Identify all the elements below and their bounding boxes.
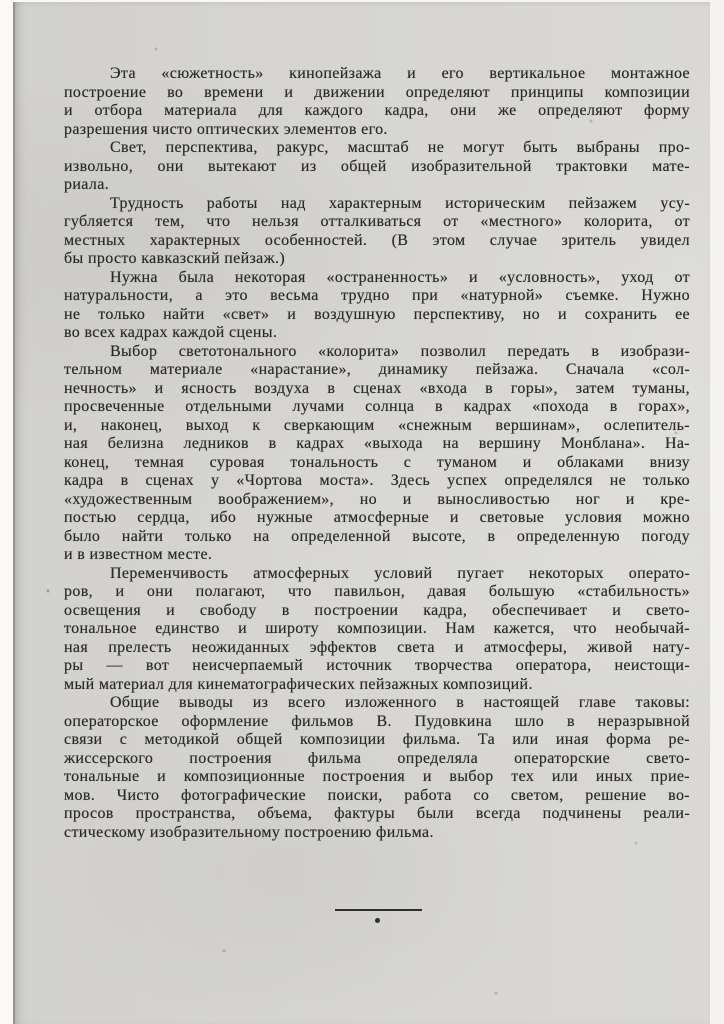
text-line: Переменчивость атмосферных условий пугает некоторых операто- [110,564,690,582]
text-line: операторское оформление фильмов В. Пудовкина шло в неразрывной [64,712,690,730]
text-line: натуральности, а это весьма трудно при «натурной» съемке. Нужно [64,287,690,304]
text-line: кадра в сценах у «Чортова моста». Здесь успех определялся не только [64,472,690,489]
text-line: мов. Чисто фотографические поиски, работа со светом, решение во- [64,786,690,804]
text-line: Эта «сюжетность» кинопейзажа и его вертикальное монтажное [110,65,690,82]
text-line: ная белизна ледников в кадрах «выхода на вершину Монблана». На- [64,435,690,452]
text-line: ры — вот неисчерпаемый источник творчества оператора, неистощи- [64,657,690,674]
text-line: и отбора материала для каждого кадра, они же определяют форму [64,102,690,119]
text-line: ров, и они полагают, что павильон, давая большую «стабильность» [64,583,690,600]
paragraph [64,139,690,195]
paper-dust-specks [15,2,17,4]
text-line: «художественным воображением», но и выносливостью ног и кре- [64,490,690,508]
text-line: жиссерского построения фильма определяла операторские свето- [64,749,690,767]
text-block [64,65,690,842]
text-line: Выбор светотонального «колорита» позволил передать в изобрази- [110,342,690,360]
text-line: просвеченные отдельными лучами солнца в кадрах «похода в горах», [64,398,690,415]
text-line: не только найти «свет» и воздушную перспективу, но и сохранить ее [64,305,690,323]
text-line: местных характерных особенностей. (В этом случае зритель увидел [64,231,690,249]
paragraph [64,565,690,695]
paragraph [64,65,690,139]
text-line: было найти только на определенной высоте, в определенную погоду [64,527,690,545]
text-line: освещения и свободу в построении кадра, обеспечивает и свето- [64,601,690,619]
paragraph [64,694,690,842]
paragraph [64,269,690,343]
text-line: постью сердца, ибо нужные атмосферные и световые условия можно [64,509,690,526]
text-line: тональное единство и широту композиции. Нам кажется, что необычай- [64,620,690,637]
text-line: тельном материале «нарастание», динамику пейзажа. Сначала «сол- [64,361,690,378]
text-line: извольно, они вытекают из общей изобразительной трактовки мате- [64,157,690,175]
text-line: риала. [64,176,109,193]
text-line: Трудность работы над характерным историческим пейзажем усу- [110,194,690,212]
text-line: губляется тем, что нельзя отталкиваться от «местного» колорита, от [64,213,690,230]
chapter-end-dot [375,918,380,923]
text-line: ная прелесть неожиданных эффектов света и атмосферы, живой нату- [64,638,690,656]
text-line: стическому изобразительному построению фильма. [64,823,434,841]
text-line: конец, темная суровая тональность с туманом и облаками внизу [64,453,690,471]
text-line: нечность» и ясность воздуха в сценах «входа в горы», затем туманы, [64,379,690,397]
text-line: связи с методикой общей композиции фильма. Та или иная форма ре- [64,731,690,748]
paragraph [64,343,690,565]
text-line: мый материал для кинематографических пейзажных композиций. [64,675,533,693]
text-line: построение во времени и движении определяют принципы композиции [64,83,690,101]
text-line: бы просто кавказский пейзаж.) [64,250,286,267]
text-line: разрешения чисто оптических элементов его. [64,120,388,138]
text-line: тональные и композиционные построения и выбор тех или иных прие- [64,768,690,785]
text-line: и, наконец, выход к сверкающим «снежным вершинам», ослепитель- [64,416,690,434]
text-line: Общие выводы из всего изложенного в настоящей главе таковы: [110,694,690,711]
text-line: и в известном месте. [64,546,213,563]
text-line: просов пространства, объема, фактуры были всегда подчинены реали- [64,805,690,822]
paragraph [64,195,690,269]
scanned-page [13,2,710,1024]
text-line: Свет, перспектива, ракурс, масштаб не могут быть выбраны про- [110,139,690,156]
text-line: Нужна была некоторая «остраненность» и «условность», уход от [110,268,690,286]
text-line: во всех кадрах каждой сцены. [64,324,278,341]
chapter-end-rule [335,909,422,911]
